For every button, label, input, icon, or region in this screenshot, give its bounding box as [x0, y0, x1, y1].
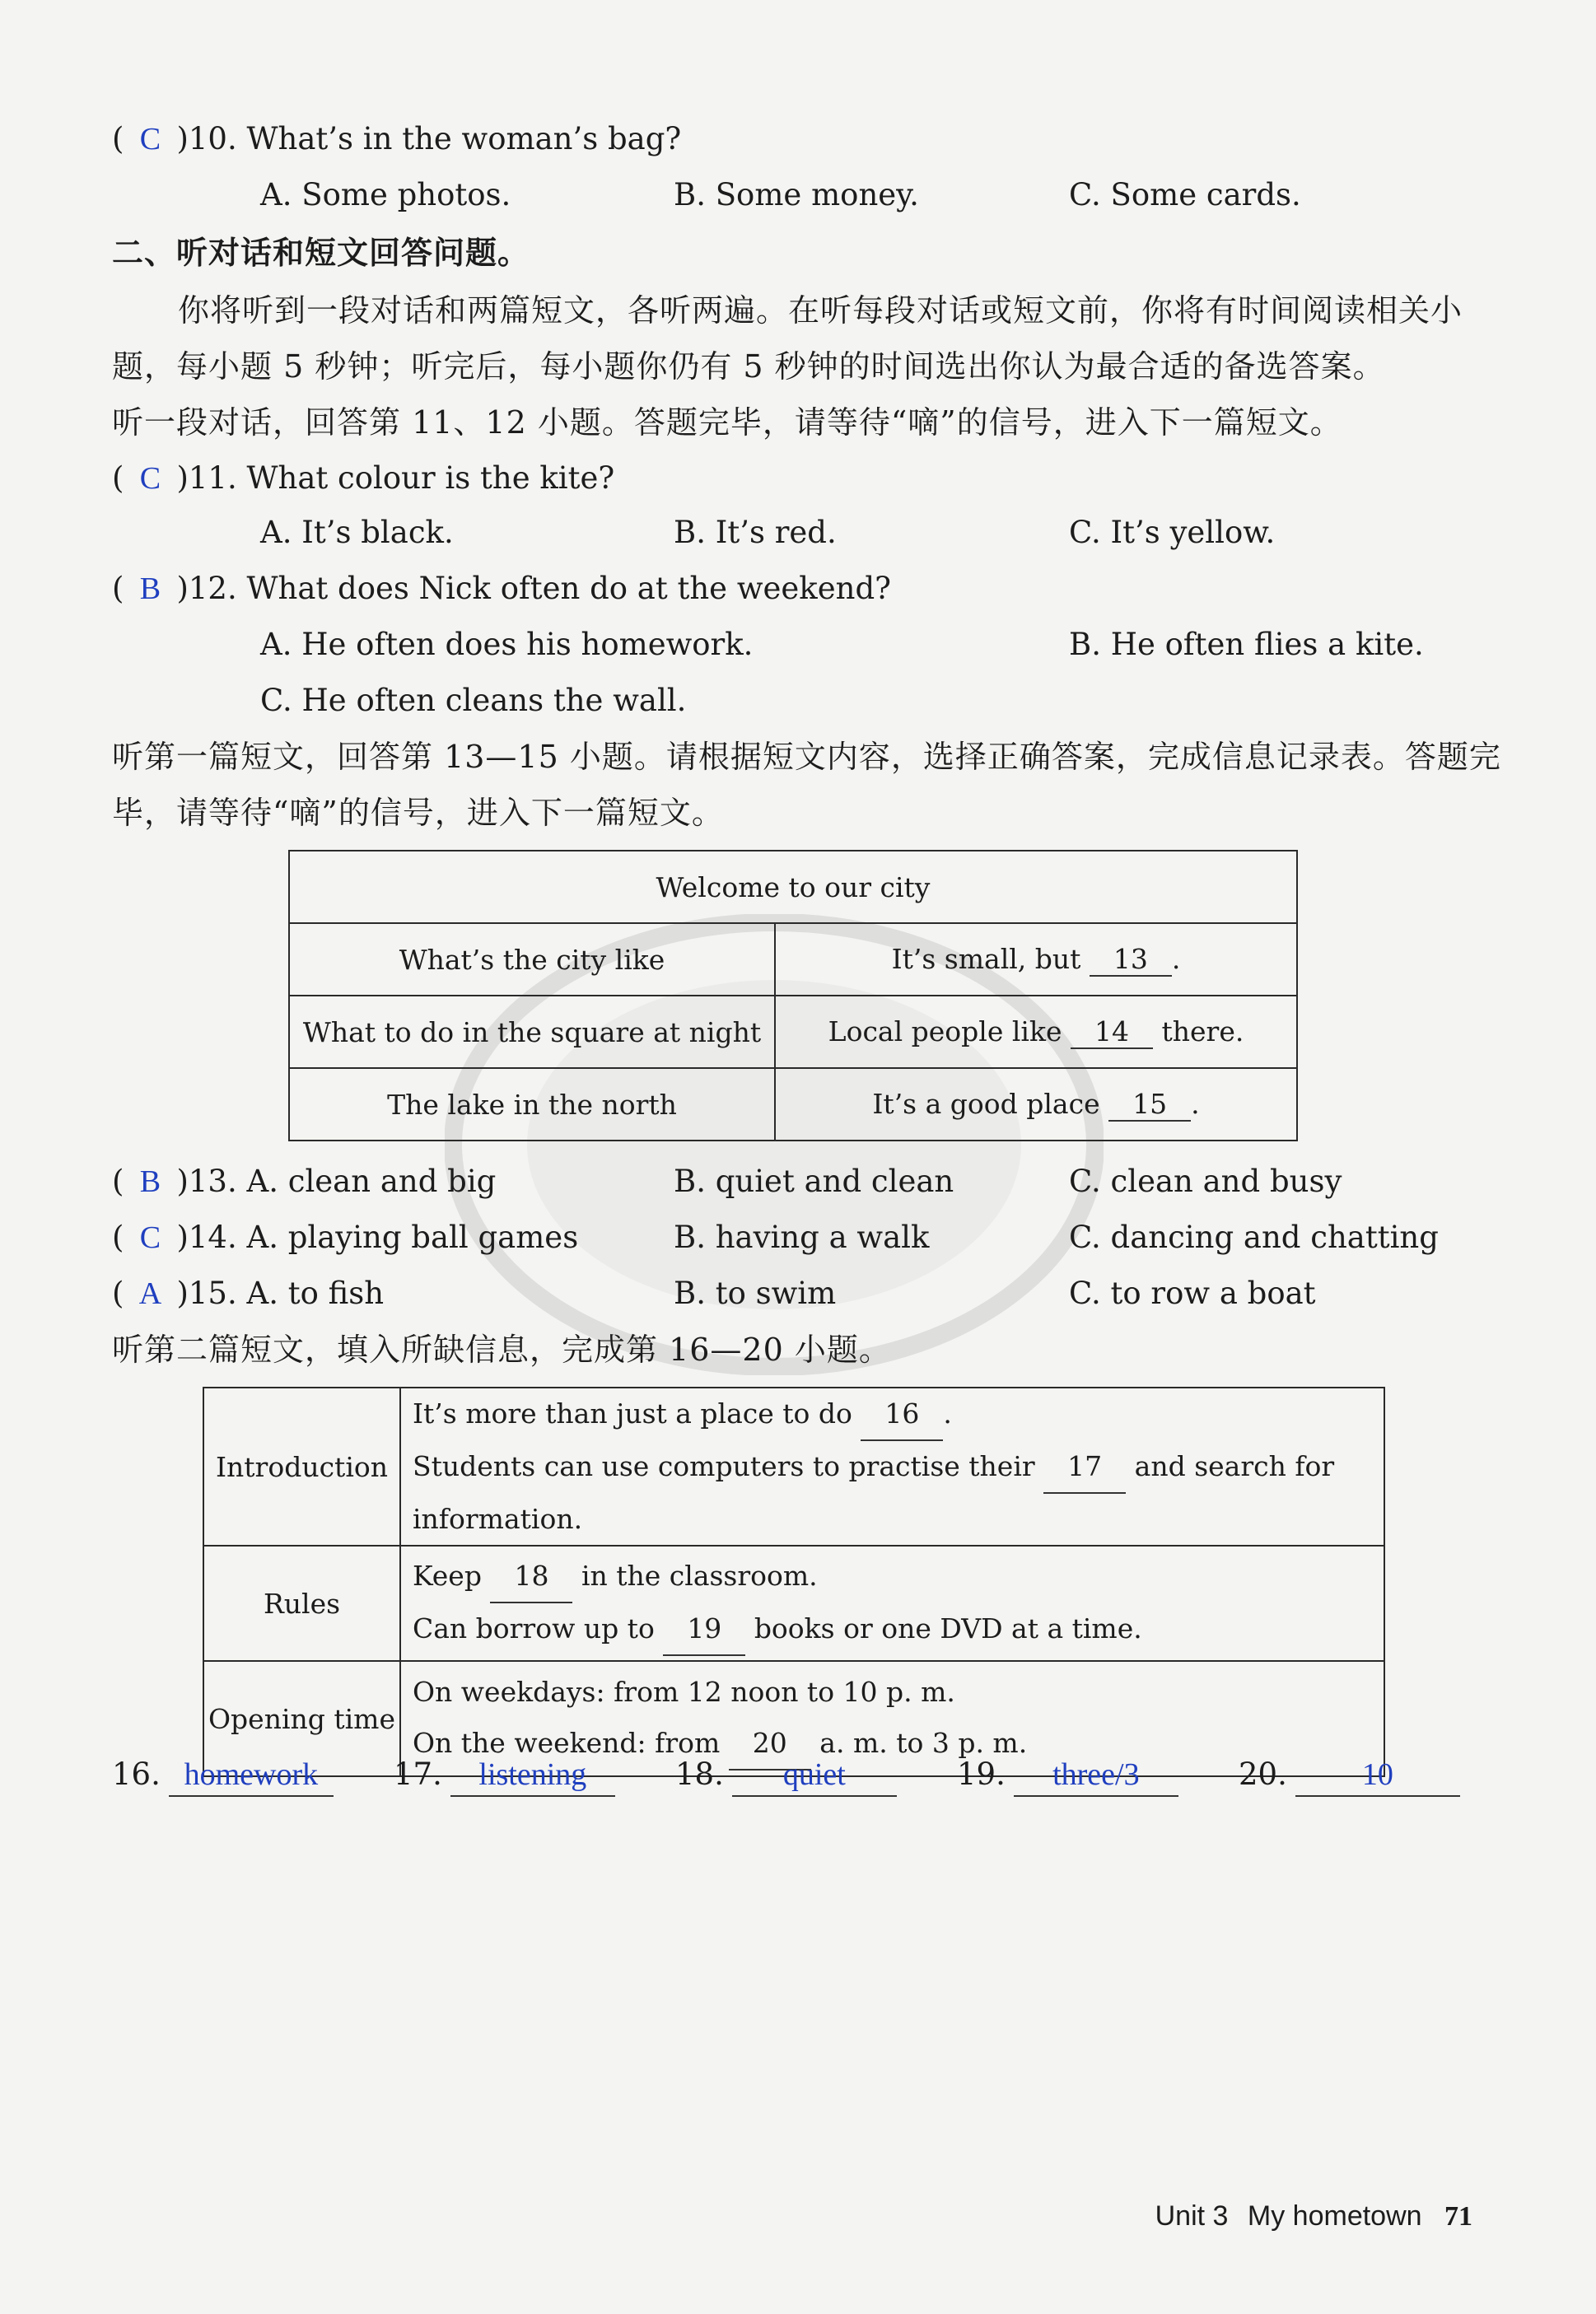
- table-row-label: The lake in the north: [289, 1068, 775, 1141]
- page-footer: [1155, 2200, 1472, 2232]
- blank-18: 18: [490, 1551, 572, 1603]
- blank-17: 17: [1043, 1441, 1126, 1494]
- answer-16-value: homework: [169, 1754, 334, 1797]
- q13-option-b: B. quiet and clean: [674, 1164, 954, 1199]
- q12-option-c: C. He often cleans the wall.: [260, 683, 687, 718]
- q12-option-b: B. He often flies a kite.: [1069, 627, 1424, 662]
- passage1-intro-line-2: 毕，请等待“嘀”的信号，进入下一篇短文。: [112, 795, 724, 831]
- q15-option-c: C. to row a boat: [1069, 1276, 1316, 1311]
- q11-text: )11. What colour is the kite?: [176, 460, 615, 496]
- q10-text: )10. What’s in the woman’s bag?: [176, 121, 682, 156]
- blank-15: 15: [1108, 1088, 1191, 1122]
- dialog-intro: 听一段对话，回答第 11、12 小题。答题完毕，请等待“嘀”的信号，进入下一篇短文。: [112, 404, 1342, 441]
- table-row-label: What’s the city like: [289, 923, 775, 996]
- introduction-content: It’s more than just a place to do 16 . Students can use computers to practise their 17 and search for information.: [400, 1388, 1384, 1546]
- q10-option-b: B. Some money.: [674, 177, 919, 212]
- answer-16: 16. homework: [112, 1754, 334, 1797]
- answer-paren: ( B: [112, 1161, 176, 1202]
- q14-answer: C: [139, 1220, 161, 1255]
- question-12: [112, 568, 891, 609]
- q14-option-b: B. having a walk: [674, 1220, 930, 1255]
- info-record-table: [288, 850, 1298, 1141]
- blank-19: 19: [663, 1603, 745, 1656]
- blank-14: 14: [1071, 1015, 1153, 1049]
- blank-20: 20: [729, 1718, 811, 1770]
- q15-option-b: B. to swim: [674, 1276, 837, 1311]
- q11-option-a: A. It’s black.: [260, 515, 454, 550]
- q12-option-a: A. He often does his homework.: [260, 627, 754, 662]
- opening-time-content: On weekdays: from 12 noon to 10 p. m. On the weekend: from 20 a. m. to 3 p. m.: [400, 1661, 1384, 1776]
- q11-option-b: B. It’s red.: [674, 515, 837, 550]
- passage2-intro: 听第二篇短文，填入所缺信息，完成第 16—20 小题。: [112, 1332, 891, 1368]
- rules-content: Keep 18 in the classroom. Can borrow up to 19 books or one DVD at a time.: [400, 1546, 1384, 1661]
- q12-answer: B: [139, 572, 161, 606]
- table-row-value: It’s small, but 13 .: [775, 923, 1297, 996]
- answer-20: 20. 10: [1239, 1754, 1460, 1797]
- question-14: [112, 1217, 578, 1258]
- question-13: [112, 1161, 496, 1202]
- q13-text: )13. A. clean and big: [176, 1164, 497, 1199]
- section-heading: 二、听对话和短文回答问题。: [112, 234, 530, 271]
- answer-17-value: listening: [450, 1754, 615, 1797]
- answer-paren: ( B: [112, 568, 176, 609]
- row-label-rules: Rules: [203, 1546, 400, 1661]
- table-title: Welcome to our city: [289, 851, 1297, 923]
- answer-18-value: quiet: [732, 1754, 897, 1797]
- page-number: 71: [1444, 2201, 1472, 2232]
- passage1-intro-line-1: 听第一篇短文，回答第 13—15 小题。请根据短文内容，选择正确答案，完成信息记录表。答题完: [112, 739, 1501, 775]
- q11-answer: C: [139, 461, 161, 496]
- answer-20-value: 10: [1295, 1754, 1460, 1797]
- answer-paren: ( A: [112, 1273, 176, 1314]
- q15-text: )15. A. to fish: [176, 1276, 385, 1311]
- blank-16: 16: [861, 1388, 943, 1441]
- q13-answer: B: [139, 1164, 161, 1199]
- answer-19-value: three/3: [1014, 1754, 1178, 1797]
- library-info-table: [203, 1387, 1385, 1777]
- footer-title: My hometown: [1247, 2200, 1422, 2232]
- table-row-label: What to do in the square at night: [289, 996, 775, 1068]
- table-row-value: It’s a good place 15 .: [775, 1068, 1297, 1141]
- question-10: [112, 119, 681, 160]
- q13-option-c: C. clean and busy: [1069, 1164, 1342, 1199]
- q11-option-c: C. It’s yellow.: [1069, 515, 1276, 550]
- question-15: [112, 1273, 384, 1314]
- q14-option-c: C. dancing and chatting: [1069, 1220, 1439, 1255]
- instruction-line-2: 题，每小题 5 秒钟；听完后，每小题你仍有 5 秒钟的时间选出你认为最合适的备选答案。: [112, 348, 1385, 385]
- row-label-opening-time: Opening time: [203, 1661, 400, 1776]
- answer-18: 18. quiet: [675, 1754, 897, 1797]
- footer-unit: Unit 3: [1155, 2200, 1229, 2232]
- q15-answer: A: [138, 1276, 162, 1311]
- blank-13: 13: [1090, 943, 1172, 977]
- answer-paren: ( C: [112, 458, 176, 499]
- q10-answer: C: [139, 122, 161, 156]
- answer-19: 19. three/3: [957, 1754, 1178, 1797]
- instruction-line-1: 你将听到一段对话和两篇短文，各听两遍。在听每段对话或短文前，你将有时间阅读相关小: [178, 292, 1463, 329]
- q10-option-a: A. Some photos.: [260, 177, 511, 212]
- row-label-introduction: Introduction: [203, 1388, 400, 1546]
- q12-text: )12. What does Nick often do at the weekend?: [176, 571, 891, 606]
- q14-text: )14. A. playing ball games: [176, 1220, 579, 1255]
- q10-option-c: C. Some cards.: [1069, 177, 1301, 212]
- question-11: [112, 458, 614, 499]
- answer-paren: ( C: [112, 119, 176, 160]
- answer-17: 17. listening: [394, 1754, 615, 1797]
- table-row-value: Local people like 14 there.: [775, 996, 1297, 1068]
- answer-paren: ( C: [112, 1217, 176, 1258]
